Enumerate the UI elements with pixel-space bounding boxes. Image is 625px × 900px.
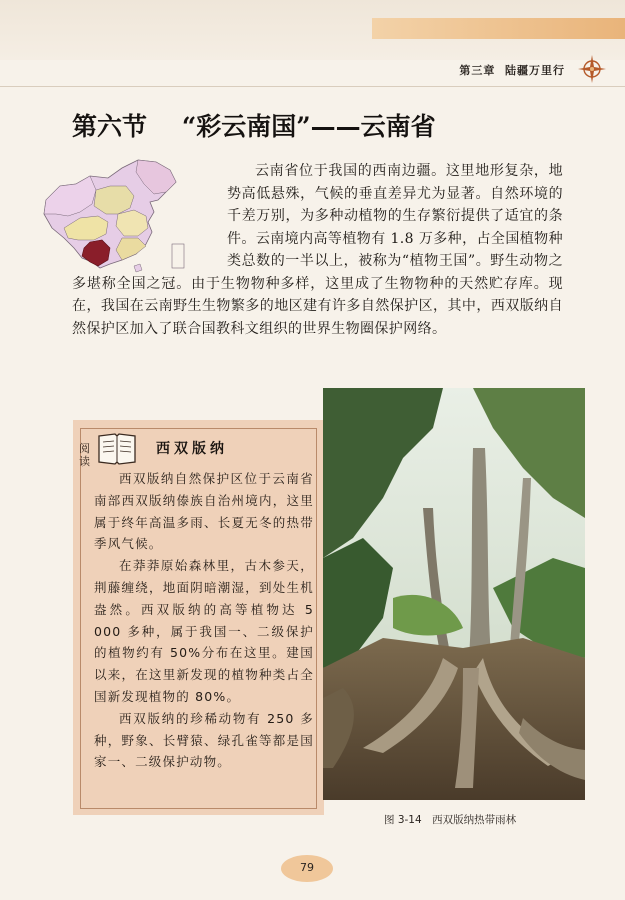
- reading-paragraph: 在莽莽原始森林里，古木参天，荆藤缠绕，地面阴暗潮湿，到处生机盎然。西双版纳的高等植物达 5 000 多种，属于我国一、二级保护的植物约有 50%分布在这里。建国以来，在这里新发现的植物种类占全国新发现植物的 80%。: [94, 558, 314, 704]
- reading-paragraph: 西双版纳的珍稀动物有 250 多种，野象、长臂猿、绿孔雀等都是国家一、二级保护动物。: [94, 710, 314, 770]
- book-icon: [97, 432, 137, 466]
- intro-paragraph: [72, 160, 563, 340]
- chapter-title: 陆疆万里行: [505, 64, 565, 77]
- map-wrap-spacer: [72, 160, 227, 270]
- section-title: “彩云南国”——云南省: [181, 112, 436, 141]
- compass-icon: [577, 54, 607, 84]
- reading-paragraph: 西双版纳自然保护区位于云南省南部西双版纳傣族自治州境内，这里属于终年高温多雨、长夏无冬的热带季风气候。: [94, 471, 314, 552]
- page-number: 79: [300, 861, 314, 874]
- section-number: 第六节: [72, 112, 148, 141]
- figure-caption: 图 3-14 西双版纳热带雨林: [384, 814, 517, 826]
- reading-tag: 阅读: [79, 442, 90, 468]
- intro-text: 云南省位于我国的西南边疆。这里地形复杂，地势高低悬殊，气候的垂直差异尤为显著。自然环境的千差万别，为多种动植物的生存繁衍提供了适宜的条件。云南境内高等植物有 1.8 万多种，占全国植物种类总数的一半以上，被称为“植物王国”。野生动物之多堪称全国之冠。由于生物物种多样，这里成了生物物种的天然贮存库。现在，我国在云南野生生物繁多的地区建有许多自然保护区，其中，西双版纳自然保护区加入了联合国教科文组织的世界生物圈保护网络。: [72, 163, 563, 337]
- page-title: [72, 107, 436, 143]
- chapter-number: 第三章: [459, 64, 496, 77]
- reading-body: [94, 468, 314, 773]
- chapter-bar: [372, 18, 625, 39]
- reading-title: 西双版纳: [156, 441, 228, 457]
- rainforest-photo: [323, 388, 585, 800]
- header-divider: [0, 86, 625, 87]
- chapter-label: [459, 62, 565, 78]
